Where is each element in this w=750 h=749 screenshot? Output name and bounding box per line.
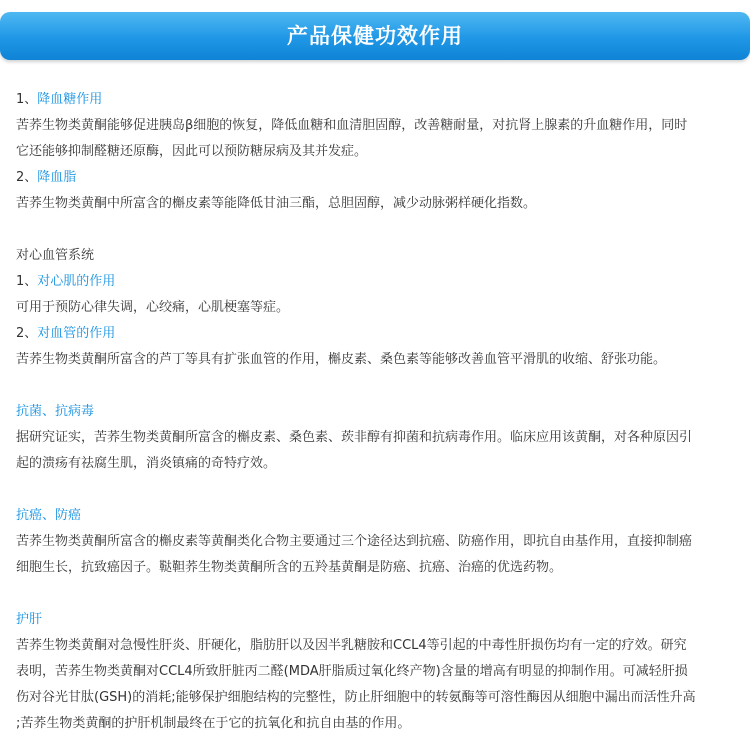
paragraph-line: 苦荞生物类黄酮对急慢性肝炎、肝硬化，脂肪肝以及因半乳糖胺和CCL4等引起的中毒性肝损伤均有一定的疗效。研究 [16,638,687,653]
paragraph-line: 据研究证实，苦荞生物类黄酮所富含的槲皮素、桑色素、莰非醇有抑菌和抗病毒作用。临床应用该黄酮，对各种原因引 [16,430,693,445]
section-heading-myocardium [16,269,736,295]
paragraph-line: 苦荞生物类黄酮所富含的槲皮素等黄酮类化合物主要通过三个途径达到抗癌、防癌作用，即抗自由基作用，直接抑制癌 [16,534,693,549]
page-title: 产品保健功效作用 [287,24,463,48]
section-title: 降血脂 [37,170,77,185]
paragraph-line: 它还能够抑制醛糖还原酶，因此可以预防糖尿病及其并发症。 [16,144,368,159]
paragraph-line: 可用于预防心律失调，心绞痛，心肌梗塞等症。 [16,300,290,315]
paragraph-line: 苦荞生物类黄酮中所富含的槲皮素等能降低甘油三酯，总胆固醇，减少动脉粥样硬化指数。 [16,196,537,211]
section-title: 降血糖作用 [37,92,103,107]
section-heading-vessel [16,321,736,347]
paragraph-line: 苦荞生物类黄酮能够促进胰岛β细胞的恢复，降低血糖和血清胆固醇，改善糖耐量，对抗肾上腺素的升血糖作用，同时 [16,118,688,133]
section-heading-antibacterial: 抗菌、抗病毒 [16,404,95,419]
paragraph-line: 表明，苦荞生物类黄酮对CCL4所致肝脏丙二醛(MDA肝脂质过氧化终产物)含量的增高有明显的抑制作用。可减轻肝损 [16,664,688,679]
section-heading-liver: 护肝 [16,612,43,627]
section-number: 2、 [16,326,38,341]
section-number: 1、 [16,274,38,289]
paragraph-line: 细胞生长，抗致癌因子。鞑靼荞生物类黄酮所含的五羚基黄酮是防癌、抗癌、治癌的优选药物。 [16,560,563,575]
section-number: 2、 [16,170,38,185]
cardio-heading: 对心血管系统 [16,248,95,263]
section-heading-anticancer: 抗癌、防癌 [16,508,82,523]
section-number: 1、 [16,92,38,107]
header-banner [0,12,750,60]
section-title: 对血管的作用 [37,326,116,341]
section-heading-hypoglycemic [16,87,736,113]
section-title: 对心肌的作用 [37,274,116,289]
paragraph-line: 起的溃疡有祛腐生肌，消炎镇痛的奇特疗效。 [16,456,277,471]
paragraph-line: ;苦荞生物类黄酮的护肝机制最终在于它的抗氧化和抗自由基的作用。 [16,716,411,731]
paragraph-line: 伤对谷光甘肽(GSH)的消耗;能够保护细胞结构的完整性，防止肝细胞中的转氨酶等可溶性酶因从细胞中漏出而活性升高 [16,690,696,705]
content [16,87,736,737]
paragraph-line: 苦荞生物类黄酮所富含的芦丁等具有扩张血管的作用，槲皮素、桑色素等能够改善血管平滑肌的收缩、舒张功能。 [16,352,667,367]
section-heading-lipid [16,165,736,191]
